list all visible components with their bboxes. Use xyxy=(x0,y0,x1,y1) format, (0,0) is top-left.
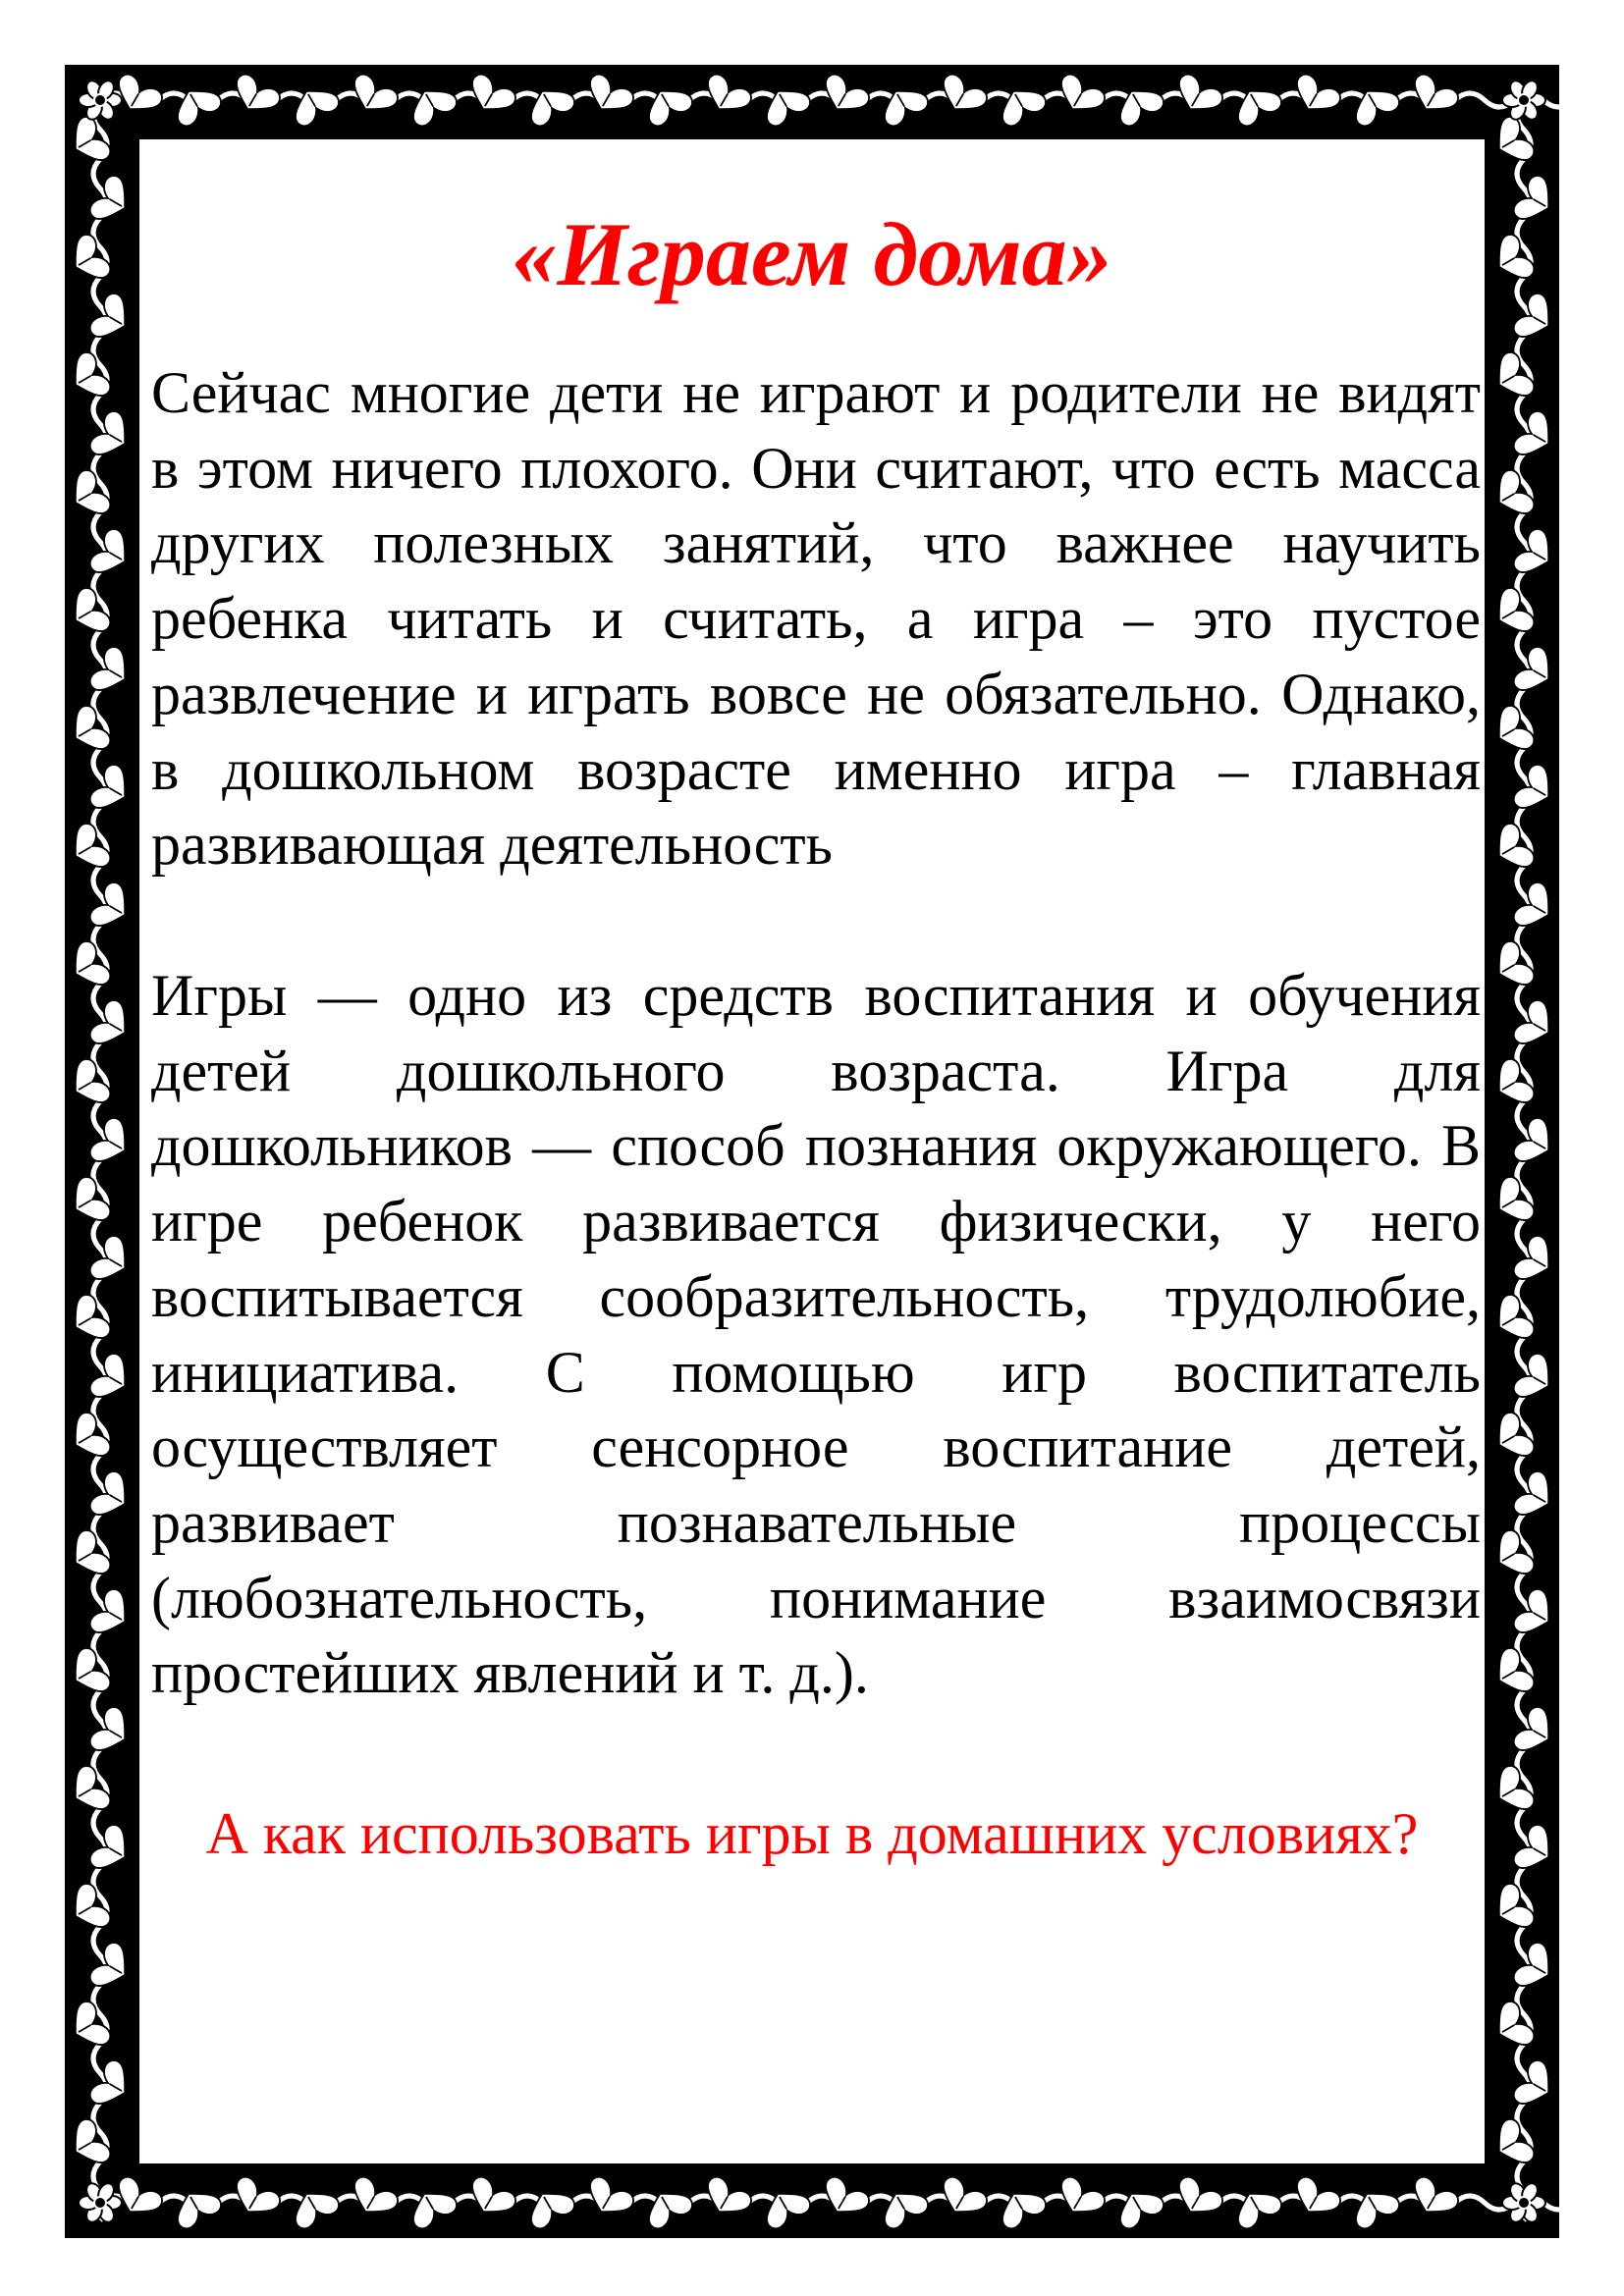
leaf-icon xyxy=(757,2182,813,2232)
leaf-icon xyxy=(1228,80,1284,130)
games-paragraph: Игры — одно из средств воспитания и обучения детей дошкольного возраста. Игра для дошкольников — способ познания окружающего. В игре ребенок развивается физически, у него воспитывается сообразительность, трудолюбие, инициатива. С помощью игр воспитатель осуществляет сенсорное воспитание детей, развивает познавательные процессы (любознательность, понимание взаимосвязи простейших явлений и т. д.). xyxy=(151,963,1481,1706)
closing-question: А как использовать игры в домашних условиях? xyxy=(205,1801,1419,1866)
leaf-icon xyxy=(875,2182,931,2232)
flower-icon xyxy=(1502,78,1545,122)
flower-icon xyxy=(79,2180,122,2224)
leaf-icon xyxy=(639,2182,695,2232)
leaf-icon xyxy=(1346,80,1402,130)
page-title: «Играем дома» xyxy=(512,204,1112,304)
leaf-icon xyxy=(521,80,577,130)
intro-paragraph: Сейчас многие дети не играют и родители не видят в этом ничего плохого. Они считают, что есть масса других полезных занятий, что важнее научить ребенка читать и считать, а игра – это пустое развлечение и играть вовсе не обязательно. Однако, в дошкольном возрасте именно игра – главная развивающая деятельность xyxy=(151,360,1481,878)
page-content xyxy=(135,135,1489,2167)
leaf-icon xyxy=(993,2182,1049,2232)
leaf-icon xyxy=(521,2182,577,2232)
flower-icon xyxy=(1502,2180,1545,2224)
leaf-icon xyxy=(404,2182,460,2232)
leaf-icon xyxy=(639,80,695,130)
leaf-icon xyxy=(1228,2182,1284,2232)
leaf-icon xyxy=(993,80,1049,130)
leaf-icon xyxy=(875,80,931,130)
leaf-icon xyxy=(1110,80,1166,130)
leaf-icon xyxy=(404,80,460,130)
leaf-icon xyxy=(168,2182,224,2232)
flower-icon xyxy=(79,78,122,122)
leaf-icon xyxy=(286,2182,342,2232)
leaf-icon xyxy=(168,80,224,130)
leaf-icon xyxy=(757,80,813,130)
leaf-icon xyxy=(1346,2182,1402,2232)
leaf-icon xyxy=(1110,2182,1166,2232)
leaf-icon xyxy=(286,80,342,130)
